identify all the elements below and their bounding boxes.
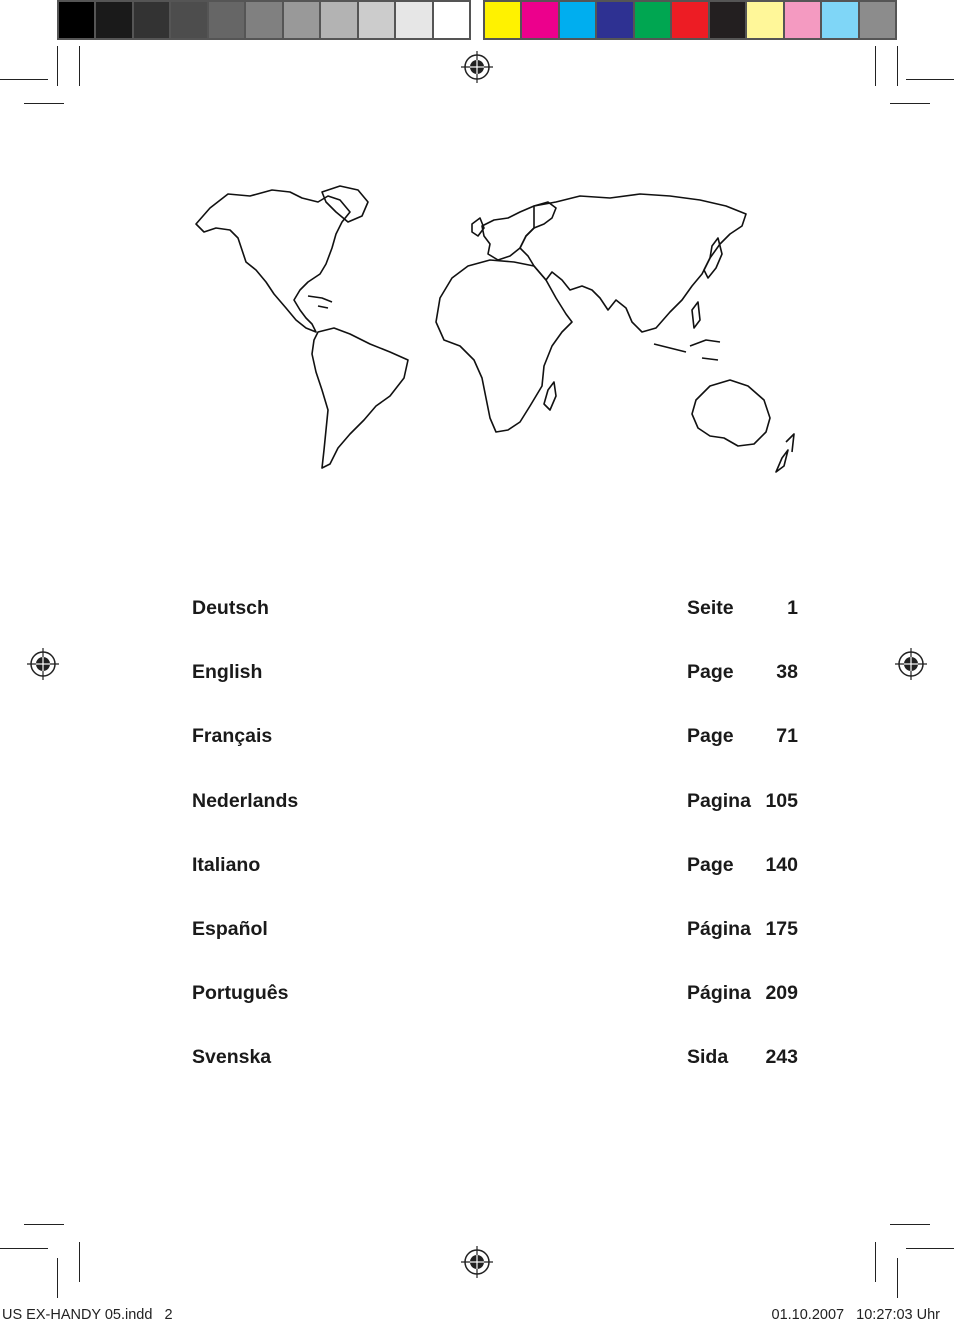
color-swatch	[59, 2, 94, 38]
toc-language: Español	[192, 917, 268, 940]
color-swatch	[747, 2, 782, 38]
process-color-bar	[483, 0, 897, 40]
toc-page-word: Seite	[687, 597, 734, 619]
toc-language: Nederlands	[192, 789, 299, 812]
toc-row[interactable]	[192, 720, 798, 784]
toc-row[interactable]	[192, 656, 798, 720]
crop-mark	[79, 1242, 80, 1282]
color-swatch	[597, 2, 632, 38]
color-swatch	[635, 2, 670, 38]
registration-mark-icon	[895, 648, 927, 680]
toc-page-word: Página	[687, 982, 751, 1005]
toc-language: Svenska	[192, 1046, 272, 1069]
color-swatch	[171, 2, 206, 38]
color-swatch	[485, 2, 520, 38]
toc-language: Português	[192, 982, 289, 1005]
registration-mark-icon	[461, 1246, 493, 1278]
toc-page-number: 71	[776, 725, 798, 748]
color-swatch	[321, 2, 356, 38]
madagascar-outline	[544, 382, 556, 410]
new-zealand-outline	[776, 434, 794, 472]
color-swatch	[560, 2, 595, 38]
toc-row[interactable]	[192, 849, 798, 913]
color-swatch	[522, 2, 557, 38]
registration-mark-icon	[27, 648, 59, 680]
toc-page-number: 38	[776, 661, 798, 684]
crop-mark	[890, 103, 930, 104]
color-swatch	[822, 2, 857, 38]
crop-mark	[24, 1224, 64, 1225]
slug-filename: US EX-HANDY 05.indd 2	[2, 1307, 173, 1323]
color-swatch	[860, 2, 895, 38]
philippines-outline	[692, 302, 700, 328]
crop-mark	[897, 46, 898, 86]
toc-language: Italiano	[192, 853, 261, 876]
toc-page-word: Page	[687, 853, 734, 876]
toc-language: Français	[192, 725, 273, 748]
toc-page-word: Sida	[687, 1046, 729, 1069]
world-map-icon	[190, 182, 800, 474]
toc-page-number: 105	[765, 789, 798, 812]
crop-mark	[906, 1248, 954, 1249]
crop-mark	[57, 46, 58, 86]
gray-color-bar	[57, 0, 471, 40]
language-index	[192, 592, 798, 1106]
crop-mark	[897, 1258, 898, 1298]
color-swatch	[284, 2, 319, 38]
europe-outline	[482, 202, 556, 260]
color-swatch	[434, 2, 469, 38]
registration-mark-icon	[461, 51, 493, 83]
toc-language: English	[192, 661, 263, 684]
color-swatch	[710, 2, 745, 38]
color-swatch	[359, 2, 394, 38]
slug-datetime: 01.10.2007 10:27:03 Uhr	[771, 1307, 940, 1323]
toc-language: Deutsch	[192, 597, 269, 619]
toc-page-number: 209	[765, 982, 798, 1005]
crop-mark	[57, 1258, 58, 1298]
color-swatch	[209, 2, 244, 38]
crop-mark	[0, 79, 48, 80]
crop-mark	[875, 46, 876, 86]
toc-row[interactable]	[192, 785, 798, 849]
toc-page-number: 1	[787, 597, 798, 619]
color-swatch	[672, 2, 707, 38]
south-america-outline	[312, 328, 408, 468]
toc-page-word: Page	[687, 725, 734, 748]
crop-mark	[906, 79, 954, 80]
indonesia-outline	[654, 340, 720, 360]
toc-page-number: 243	[765, 1046, 798, 1069]
toc-page-word: Pagina	[687, 789, 751, 812]
japan-outline	[704, 238, 722, 278]
toc-row[interactable]	[192, 977, 798, 1041]
toc-row[interactable]	[192, 1041, 798, 1105]
greenland-outline	[322, 186, 368, 222]
color-swatch	[396, 2, 431, 38]
crop-mark	[79, 46, 80, 86]
color-swatch	[96, 2, 131, 38]
north-america-outline	[196, 190, 350, 332]
toc-page-number: 140	[765, 853, 798, 876]
color-swatch	[246, 2, 281, 38]
toc-page-word: Página	[687, 917, 751, 940]
caribbean-outline	[308, 296, 332, 308]
color-swatch	[785, 2, 820, 38]
crop-mark	[0, 1248, 48, 1249]
australia-outline	[692, 380, 770, 446]
crop-mark	[24, 103, 64, 104]
toc-row[interactable]	[192, 592, 798, 656]
color-swatch	[134, 2, 169, 38]
crop-mark	[890, 1224, 930, 1225]
crop-mark	[875, 1242, 876, 1282]
toc-row[interactable]	[192, 913, 798, 977]
toc-page-number: 175	[765, 917, 798, 940]
toc-page-word: Page	[687, 661, 734, 684]
